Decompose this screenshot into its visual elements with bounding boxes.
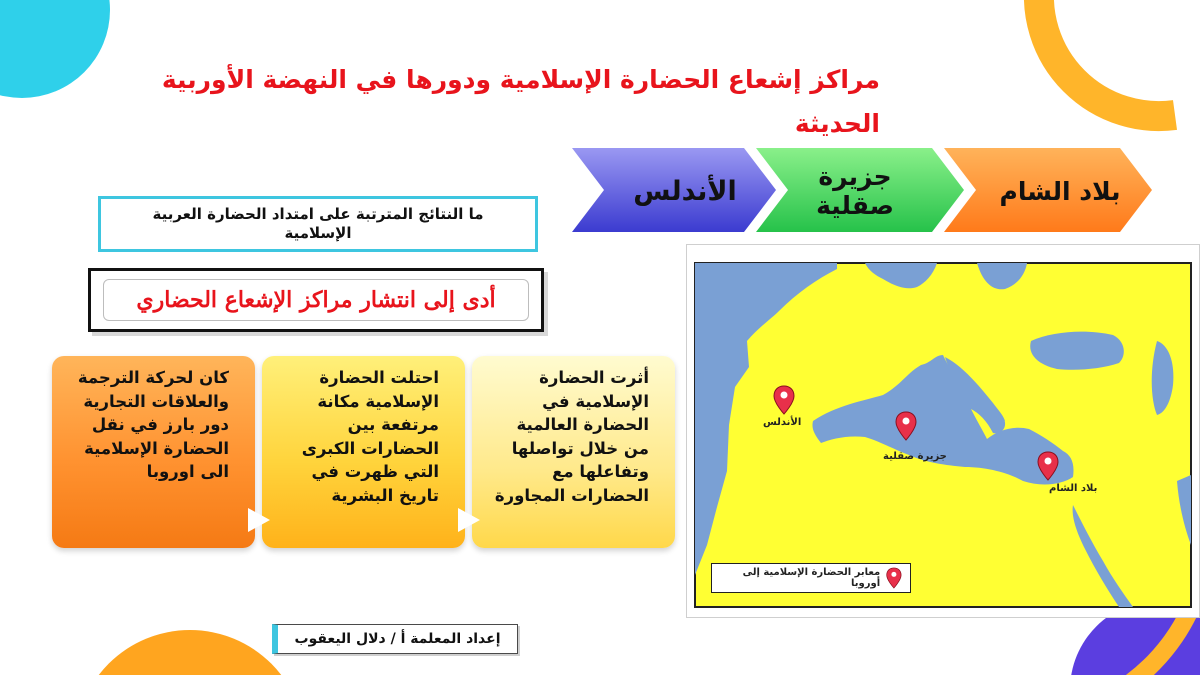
map-label-sham: بلاد الشام xyxy=(1049,483,1098,494)
pin-icon xyxy=(895,411,917,441)
pin-icon xyxy=(1037,451,1059,481)
footer-credit: إعداد المعلمة أ / دلال اليعقوب xyxy=(272,624,518,654)
mediterranean-map xyxy=(686,244,1200,618)
pin-icon xyxy=(773,385,795,415)
sea-black xyxy=(1030,332,1124,370)
page-title: مراكز إشعاع الحضارة الإسلامية ودورها في النهضة الأوربية الحديثة xyxy=(161,65,880,138)
arrow-right-icon xyxy=(458,508,480,532)
chevron-label-sicily: جزيرة صقلية xyxy=(816,162,894,220)
pin-icon xyxy=(886,567,902,589)
card-translation: كان لحركة الترجمة والعلاقات التجارية دور بارز في نقل الحضارة الإسلامية الى اوروبا xyxy=(52,356,255,548)
answer-text: أدى إلى انتشار مراكز الإشعاع الحضاري xyxy=(103,279,529,321)
map-legend-text: معابر الحضارة الإسلامية إلى أوروبا xyxy=(742,567,881,589)
corner-orange-circle-bottom xyxy=(75,630,305,675)
map-drawing xyxy=(687,245,1199,617)
map-label-andalus: الأندلس xyxy=(763,417,802,428)
card-status: احتلت الحضارة الإسلامية مكانة مرتفعة بين الحضارات الكبرى التي ظهرت في تاريخ البشرية xyxy=(262,356,465,548)
map-legend xyxy=(711,563,911,593)
chevron-label-andalus: الأندلس xyxy=(633,175,737,207)
map-label-sicily: جزيرة صقلية xyxy=(883,451,947,462)
chevron-label-sham: بلاد الشام xyxy=(999,176,1121,206)
arrow-right-icon xyxy=(248,508,270,532)
corner-cyan-circle xyxy=(0,0,110,98)
card-influence: أثرت الحضارة الإسلامية في الحضارة العالمية من خلال تواصلها وتفاعلها مع الحضارات المجاورة xyxy=(472,356,675,548)
answer-box xyxy=(88,268,544,332)
question-box: ما النتائج المترتبة على امتداد الحضارة العربية الإسلامية xyxy=(98,196,538,252)
corner-orange-ring xyxy=(1039,0,1175,116)
